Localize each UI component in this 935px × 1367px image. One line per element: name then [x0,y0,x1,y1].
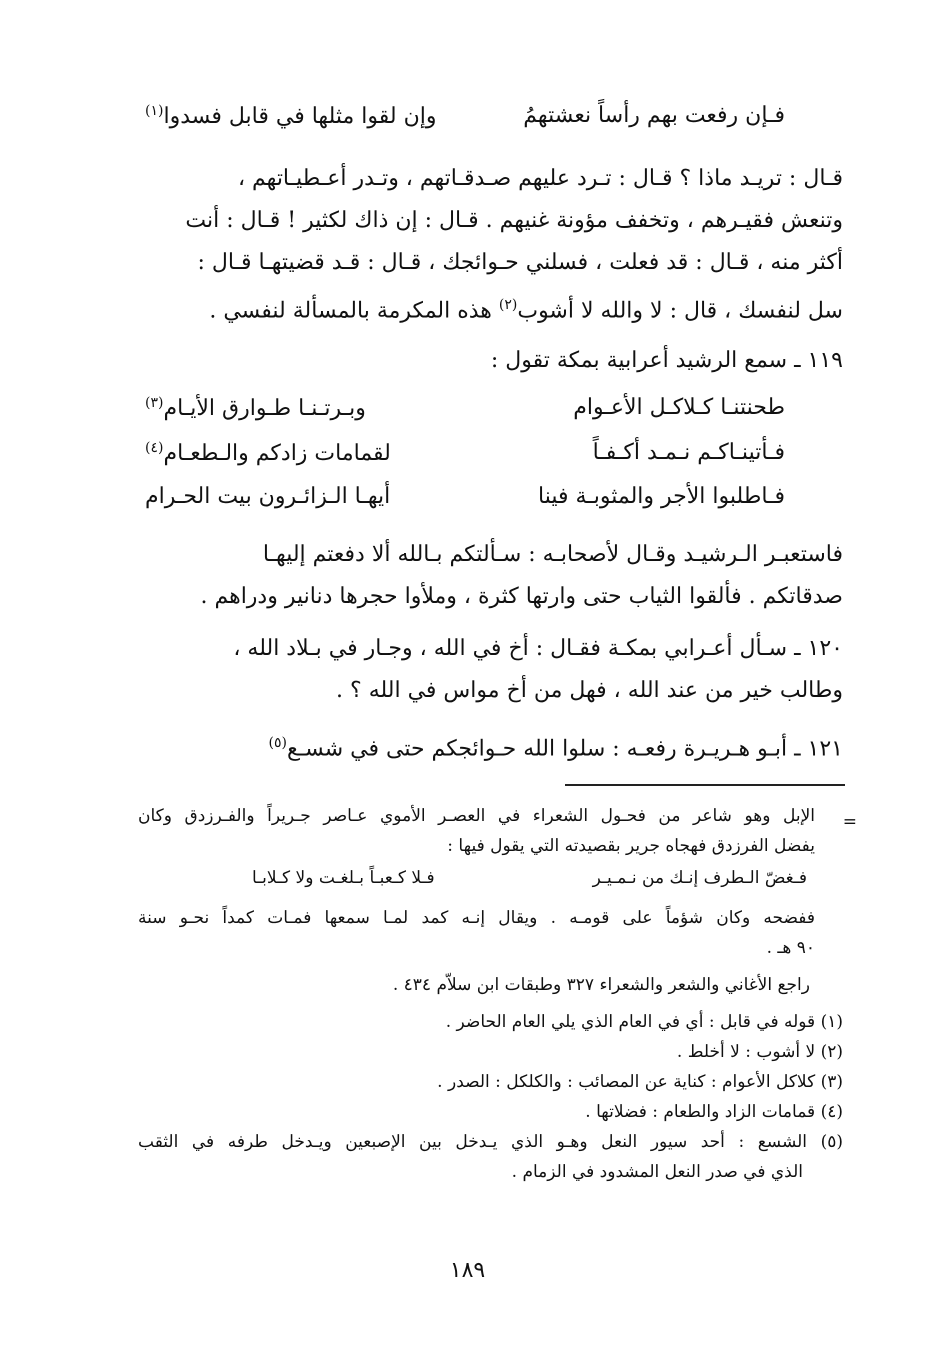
footnote-continuation-2 [138,903,815,963]
verse-hemistich-right: فـاطلبوا الأجر والمثوبـة فينا [538,484,785,509]
paragraph-rashid [138,534,843,618]
footnote-line: يفضل الفرزدق فهجاه جرير بقصيدته التي يقول فيها : [447,836,815,856]
verse-hemistich-right: فـإن رفعت بهم رأساً نعشتهمُ [523,103,785,128]
verse-hemistich-left: فـلا كـعبـاً بـلغـت ولا كـلابـا [252,868,435,888]
item-120 [138,628,843,712]
verse-left-text: وبـرتـنـا طـوارق الأيـام [163,396,366,422]
footnote-marker: (١) [145,103,164,119]
footnote-5: (٥) الشسع : أحد سيور النعل وهـو الذي يـدخل بين الإصبعين ويـدخل طرفه في الثقب [138,1132,843,1152]
footnote-marker: (٣) [145,395,164,411]
poem-line-3 [145,484,785,509]
poem-line-1 [145,395,785,421]
verse-hemistich-right: طحنتنـا كـلاكـل الأعـوام [573,395,785,420]
verse-left-text: وإن لقوا مثلها في قابل فسدوا [163,104,437,130]
footnote-marker: (٥) [268,735,287,751]
footnote-reference: راجع الأغاني والشعر والشعراء ٣٢٧ وطبقات ابن سلاّم ٤٣٤ . [392,975,810,995]
footnote-4: (٤) قمامات الزاد والطعام : فضلاتها . [585,1102,843,1122]
line-text: سل لنفسك ، قال : لا والله لا أشوب [517,298,843,324]
paragraph-line: أكثر منه ، قـال : قد فعلت ، فسلني حـوائجك ، قـال : قـد قضيتهـا قـال : [197,250,843,275]
verse-hemistich-right: فـأتينـاكـم نـمـد أكـفـاً [592,440,785,465]
footnote-1: (١) قوله في قابل : أي في العام الذي يلي العام الحاضر . [445,1012,843,1032]
verse-hemistich-right: فـغضّ الـطرف إنـك من نـمـيـر [592,868,807,888]
footnote-line: الإبل وهو شاعر من فحـول الشعراء في العصـر الأموي عـاصر جـريراً والفـرزدق وكان [138,806,815,826]
footnote-5-cont: الذي في صدر النعل المشدود في الزمام . [511,1162,803,1182]
continuation-mark: = [842,812,857,832]
paragraph-line: وتنعش فقيـرهم ، وتخفف مؤونة غنيهم . قـال : إن ذاك لكثير ! قـال : أنت [185,208,843,233]
paragraph-line: قـال : تريـد ماذا ؟ قـال : تـرد عليهم صـدقـاتهم ، وتـدر أعـطيـاتهم ، [237,166,843,191]
paragraph-dialogue [138,158,843,332]
paragraph-line: صدقاتكم . فألقوا الثياب حتى وارتها كثرة ، وملأوا حجرها دنانير ودراهم . [200,584,843,609]
footnote-line: ففضحه وكان شؤماً على قومـه . ويقال إنـه كمد لمـا سمعها فمـات كمداً نحـو سنة [138,908,815,928]
line-text: ١٢١ ـ أبـو هـريـرة رفعـه : سلوا الله حـوائجكم حتى في شسـع [286,736,843,762]
item-121 [138,722,843,770]
footnote-marker: (٢) [498,297,518,313]
paragraph-line: فاستعبـر الـرشيـد وقـال لأصحابـه : سـألتكم بـالله ألا دفعتم إليهـا [262,542,843,567]
verse-hemistich-left [145,103,436,129]
verse-hemistich-left [145,395,366,421]
paragraph-line: وطالب خير من عند الله ، فهل من أخ مواس في الله ؟ . [336,678,843,703]
opening-verse [145,103,785,129]
page-number: ١٨٩ [449,1258,486,1283]
footnote-divider [565,784,845,786]
verse-hemistich-left [145,440,391,466]
footnote-verse [252,868,807,888]
footnote-line: ٩٠ هـ . [766,938,815,958]
footnote-continuation [138,801,815,861]
item-119: ١١٩ ـ سمع الرشيد أعرابية بمكة تقول : [490,348,843,373]
paragraph-line: ١٢٠ ـ سـأل أعـرابي بمكـة فقـال : أخ في الله ، وجـار في بـلاد الله ، [233,636,843,661]
footnote-3: (٣) كلاكل الأعوام : كناية عن المصائب : والكلكل : الصدر . [437,1072,843,1092]
verse-left-text: لقمامات زادكم والـطعـام [163,441,391,467]
footnote-list [138,1007,843,1187]
footnote-marker: (٤) [145,440,164,456]
poem-line-2 [145,440,785,466]
paragraph-line [138,284,843,332]
line-text: هذه المكرمة بالمسألة لنفسي . [209,298,499,324]
footnote-2: (٢) لا أشوب : لا أخلط . [676,1042,843,1062]
verse-hemistich-left: أيهـا الـزائـرون بيت الحـرام [145,484,391,509]
